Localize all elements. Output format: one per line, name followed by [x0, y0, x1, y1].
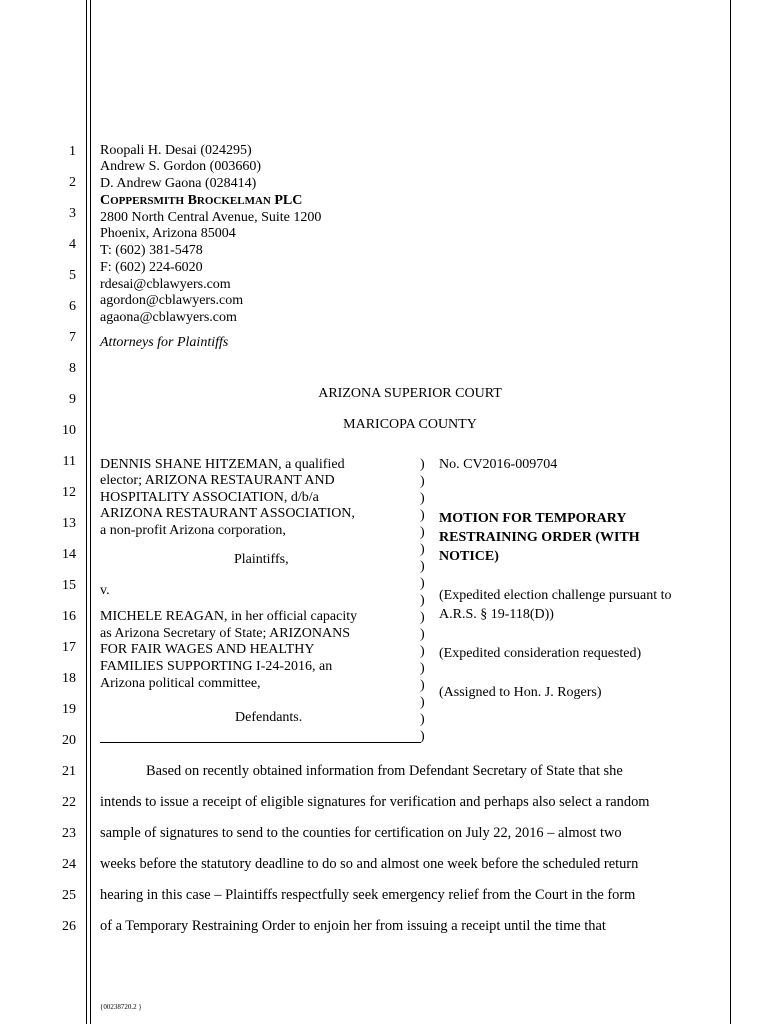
body-line: hearing in this case – Plaintiffs respectfully seek emergency relief from the Court in the form: [100, 887, 636, 903]
motion-title: NOTICE): [439, 549, 499, 564]
line-number: 19: [62, 702, 76, 717]
attorney-name: D. Andrew Gaona (028414): [100, 176, 257, 191]
court-county: MARICOPA COUNTY: [343, 417, 477, 432]
attorney-email: agordon@cblawyers.com: [100, 293, 244, 308]
caption-paren: ): [420, 695, 425, 710]
caption-paren: ): [420, 644, 425, 659]
caption-paren: ): [420, 576, 425, 591]
attorney-name: Andrew S. Gordon (003660): [100, 159, 261, 174]
defendants-text: FAMILIES SUPPORTING I-24-2016, an: [100, 659, 333, 674]
line-number: 2: [69, 175, 76, 190]
defendants-label: Defendants.: [235, 710, 303, 725]
caption-paren: ): [420, 712, 425, 727]
caption-paren: ): [420, 491, 425, 506]
line-number: 5: [69, 268, 76, 283]
expedited-consideration-note: (Expedited consideration requested): [439, 646, 642, 661]
caption-paren: ): [420, 457, 425, 472]
court-name: ARIZONA SUPERIOR COURT: [318, 386, 502, 401]
body-line: weeks before the statutory deadline to do so and almost one week before the scheduled return: [100, 856, 639, 872]
document-id-footer: {00238720.2 }: [100, 1003, 142, 1011]
defendants-text: MICHELE REAGAN, in her official capacity: [100, 609, 358, 624]
caption-paren: ): [420, 559, 425, 574]
line-number: 13: [62, 516, 76, 531]
firm-name-initial: C: [100, 193, 111, 208]
line-number: 9: [69, 392, 76, 407]
caption-paren: ): [420, 474, 425, 489]
caption-paren: ): [420, 678, 425, 693]
line-number: 18: [62, 671, 76, 686]
attorney-email: rdesai@cblawyers.com: [100, 277, 231, 292]
defendants-text: FOR FAIR WAGES AND HEALTHY: [100, 642, 315, 657]
plaintiffs-text: DENNIS SHANE HITZEMAN, a qualified: [100, 457, 345, 472]
line-number: 20: [62, 733, 76, 748]
firm-fax: F: (602) 224-6020: [100, 260, 203, 275]
line-number: 23: [62, 826, 76, 841]
firm-phone: T: (602) 381-5478: [100, 243, 203, 258]
line-number: 15: [62, 578, 76, 593]
defendants-text: Arizona political committee,: [100, 676, 261, 691]
body-line: of a Temporary Restraining Order to enjoin her from issuing a receipt until the time that: [100, 918, 606, 934]
firm-address: Phoenix, Arizona 85004: [100, 226, 236, 241]
line-number: 4: [69, 237, 76, 252]
line-number: 10: [62, 423, 76, 438]
plaintiffs-text: elector; ARIZONA RESTAURANT AND: [100, 473, 335, 488]
versus: v.: [100, 583, 110, 598]
firm-name: [100, 193, 302, 209]
firm-name-suffix: PLC: [274, 193, 303, 208]
motion-title: MOTION FOR TEMPORARY: [439, 511, 627, 526]
caption-paren: ): [420, 542, 425, 557]
body-line: intends to issue a receipt of eligible signatures for verification and perhaps also select a random: [100, 794, 650, 810]
line-number: 14: [62, 547, 76, 562]
caption-paren: ): [420, 661, 425, 676]
plaintiffs-label: Plaintiffs,: [234, 552, 289, 567]
caption-paren: ): [420, 729, 425, 744]
attorney-role: Attorneys for Plaintiffs: [100, 335, 229, 350]
line-number: 1: [69, 144, 76, 159]
expedited-election-note: A.R.S. § 19-118(D)): [439, 607, 554, 622]
line-number: 3: [69, 206, 76, 221]
line-number: 25: [62, 888, 76, 903]
caption-paren: ): [420, 508, 425, 523]
line-number: 26: [62, 919, 76, 934]
attorney-email: agaona@cblawyers.com: [100, 310, 237, 325]
expedited-election-note: (Expedited election challenge pursuant to: [439, 588, 672, 603]
firm-name-rest: OPPERSMITH: [110, 195, 185, 207]
line-number: 7: [69, 330, 76, 345]
body-line: Based on recently obtained information from Defendant Secretary of State that she: [146, 763, 623, 779]
caption-paren: ): [420, 525, 425, 540]
body-line: sample of signatures to send to the counties for certification on July 22, 2016 – almost two: [100, 825, 622, 841]
line-number: 21: [62, 764, 76, 779]
line-number: 24: [62, 857, 76, 872]
line-number: 11: [62, 454, 76, 469]
line-number: 6: [69, 299, 76, 314]
line-number: 17: [62, 640, 76, 655]
line-number: 22: [62, 795, 76, 810]
plaintiffs-text: a non-profit Arizona corporation,: [100, 523, 286, 538]
motion-title: RESTRAINING ORDER (WITH: [439, 530, 640, 545]
line-number: 16: [62, 609, 76, 624]
caption-underline: [100, 742, 421, 743]
caption-paren: ): [420, 610, 425, 625]
case-number: No. CV2016-009704: [439, 457, 558, 472]
firm-address: 2800 North Central Avenue, Suite 1200: [100, 210, 322, 225]
right-margin-line: [730, 0, 731, 1024]
defendants-text: as Arizona Secretary of State; ARIZONANS: [100, 626, 350, 641]
plaintiffs-text: ARIZONA RESTAURANT ASSOCIATION,: [100, 506, 355, 521]
caption-paren: ): [420, 627, 425, 642]
attorney-name: Roopali H. Desai (024295): [100, 143, 252, 158]
line-number: 8: [69, 361, 76, 376]
left-margin-line-outer: [86, 0, 87, 1024]
line-number: 12: [62, 485, 76, 500]
firm-name-initial: B: [187, 193, 197, 208]
left-margin-line-inner: [90, 0, 91, 1024]
firm-name-rest: ROCKELMAN: [196, 195, 271, 207]
assigned-judge-note: (Assigned to Hon. J. Rogers): [439, 685, 602, 700]
plaintiffs-text: HOSPITALITY ASSOCIATION, d/b/a: [100, 490, 319, 505]
caption-paren: ): [420, 593, 425, 608]
